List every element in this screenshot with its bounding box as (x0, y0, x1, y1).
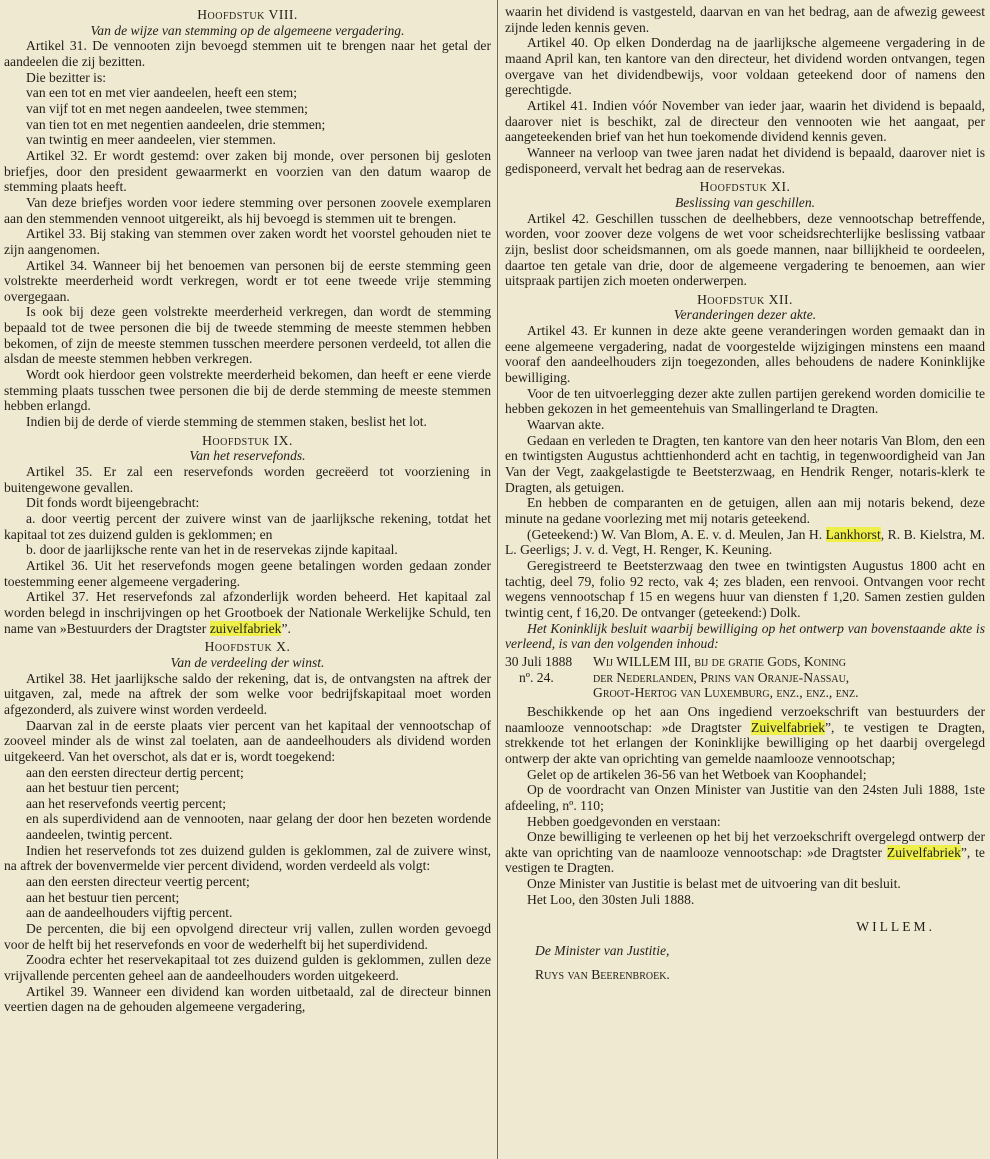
paragraph-text: Hoofdstuk IX. (202, 432, 293, 448)
paragraph (505, 417, 985, 433)
paragraph (505, 4, 985, 35)
chapter-title (4, 448, 491, 464)
paragraph-text: Indien bij de derde of vierde stemming de stemmen staken, beslist het lot. (26, 414, 427, 430)
paragraph-text: waarin het dividend is vastgesteld, daarvan en van het bedrag, aan de afwezig geweest zijnde leden kennis geven. (505, 4, 985, 35)
chapter-title (505, 195, 985, 211)
paragraph (4, 589, 491, 636)
paragraph (4, 414, 491, 430)
paragraph (4, 258, 491, 305)
decree-date-block (505, 654, 587, 685)
paragraph-text-tail: , R. B. Kielstra, M. L. Geerligs; J. v. d. Vegt, H. Renger, K. Keuning. (505, 526, 985, 558)
paragraph-text: Beslissing van geschillen. (674, 194, 816, 210)
decree-title (593, 654, 985, 701)
paragraph-text: Wordt ook hierdoor geen volstrekte meerderheid bekomen, dan heeft er eene vierde stemming plaats tusschen twee personen die bij de derde stemming de meeste stemmen hebben erlangd. (4, 367, 491, 414)
chapter-heading (4, 433, 491, 449)
list-line (4, 101, 491, 117)
paragraph-text: Geregistreerd te Beetsterzwaag den twee en twintigsten Augustus 1800 acht en tachtig, deel 79, folio 92 recto, vak 4; zes bladen, een renvooi. Ontvangen voor recht wegens vennootschap f 15 en wegens huur van diensten f 1,20. Samen zestien gulden twintig cent, f 16,20. De ontvanger (geteekend:) Dolk. (505, 557, 985, 620)
paragraph-text: Artikel 42. Geschillen tusschen de deelhebbers, deze vennootschap betreffende, worden, voor zoover deze volgens de wet voor scheidsrechterlijke beslissing vatbaar zijn, beslist door scheidsmannen, om als goede mannen, naar billijkheid te oordeelen, daartoe ten getale van drie, door de algemeene vergadering te benoemen, aan wier uitspraak partijen zich moeten onderwerpen. (505, 210, 985, 289)
paragraph-text: De percenten, die bij een opvolgend directeur vrij vallen, zullen worden gevoegd voor de helft bij het reservefonds en voor de wederhelft bij het superdividend. (4, 921, 491, 952)
paragraph-text: Daarvan zal in de eerste plaats vier percent van het kapitaal der vennootschap of zooveel minder als de winst zal toelaten, aan de aandeelhouders als dividend worden uitgekeerd. Van het overschot, als dat er is, wordt toegekend: (4, 717, 491, 764)
paragraph-text: Artikel 35. Er zal een reservefonds worden gecreëerd tot voorziening in buitengewone gevallen. (4, 464, 491, 495)
highlighted-term: Zuivelfabriek (751, 719, 826, 735)
chapter-heading (505, 292, 985, 308)
paragraph-text: aan de aandeelhouders vijftig percent. (26, 905, 233, 921)
paragraph-text: Gedaan en verleden te Dragten, ten kantore van den heer notaris Van Blom, den een en twintigsten Augustus achttienhonderd acht en tachtig, in tegenwoordigheid van Jan Van der Vegt, zaakgelastigde te Beetsterzwaag, en Hendrik Renger, notaris-klerk te Dragten, als getuigen. (505, 432, 985, 495)
paragraph (505, 145, 985, 176)
paragraph (505, 211, 985, 289)
paragraph-text: Van deze briefjes worden voor iedere stemming over personen zoovele exemplaren aan den stemmenden vennoot uitgereikt, als hij bevoegd is stemmen uit te brengen. (4, 194, 491, 226)
paragraph (4, 558, 491, 589)
paragraph (505, 98, 985, 145)
paragraph-text: Voor de ten uitvoerlegging dezer akte zullen partijen gerekend worden domicilie te hebben gekozen in het gemeentehuis van Smallingerland te Dragten. (505, 385, 985, 417)
paragraph-text: Hoofdstuk X. (204, 639, 291, 655)
paragraph-text: Hoofdstuk VIII. (197, 7, 298, 22)
paragraph (4, 367, 491, 414)
paragraph-text: van tien tot en met negentien aandeelen, drie stemmen; (26, 116, 326, 132)
paragraph-text: en als superdividend aan de vennooten, naar gelang der door hen bezeten wordende aandeelen, twintig percent. (26, 811, 491, 843)
list-line (4, 874, 491, 890)
paragraph (4, 304, 491, 367)
highlighted-term: Zuivelfabriek (886, 844, 961, 860)
paragraph (4, 148, 491, 195)
paragraph-text: Artikel 37. Het reservefonds zal afzonderlijk worden beheerd. Het kapitaal zal worden belegd in inschrijvingen op het Grootboek der Nationale Werkelijke Schuld, ten name van »Bestuurders der Dragtster (4, 589, 491, 636)
paragraph-text: a. door veertig percent der zuivere winst van de jaarlijksche rekening, totdat het kapitaal tot zes duizend gulden is geklommen; en (4, 511, 491, 542)
paragraph (505, 829, 985, 876)
paragraph-text: aan het reservefonds veertig percent; (26, 795, 227, 811)
paragraph (505, 323, 985, 386)
paragraph-text: aan het bestuur tien percent; (26, 889, 180, 905)
paragraph-text: Van de wijze van stemming op de algemeene vergadering. (90, 22, 405, 38)
paragraph (505, 876, 985, 892)
paragraph (505, 386, 985, 417)
paragraph-text: Op de voordracht van Onzen Minister van Justitie van den 24sten Juli 1888, 1ste afdeeling, nº. 110; (505, 782, 985, 813)
paragraph-text: Onze bewilliging te verleenen op het bij het verzoekschrift overgelegd ontwerp der akte van oprichting van de naamlooze vennootschap: »de Dragtster (505, 829, 985, 860)
highlighted-term: zuivelfabriek (209, 620, 282, 636)
paragraph (4, 511, 491, 542)
italic-paragraph (505, 621, 985, 652)
paragraph-text: Artikel 33. Bij staking van stemmen over zaken wordt het voorstel gehouden niet te zijn aangenomen. (4, 226, 491, 257)
list-line (4, 905, 491, 921)
column-divider (497, 0, 498, 1159)
left-column (4, 4, 491, 1015)
paragraph (505, 35, 985, 98)
paragraph-text: Die bezitter is: (26, 69, 107, 85)
paragraph (505, 495, 985, 526)
paragraph-text: Indien het reservefonds tot zes duizend gulden is geklommen, zal de zuivere winst, na aftrek der bovenvermelde vier percent dividend, worden verdeeld als volgt: (4, 842, 491, 874)
paragraph (4, 671, 491, 718)
paragraph (4, 195, 491, 226)
paragraph-text: Onze Minister van Justitie is belast met de uitvoering van dit besluit. (527, 876, 901, 892)
list-line (4, 890, 491, 906)
paragraph-text: Artikel 41. Indien vóór November van ieder jaar, waarin het dividend is bepaald, daarover niet is beschikt, zal de directeur den vennooten wie het aangaat, per aangeteekenden brief van het hun toekomende dividend kennis geven. (505, 97, 985, 145)
paragraph-text: Gelet op de artikelen 36-56 van het Wetboek van Koophandel; (527, 766, 867, 782)
paragraph-text: aan het bestuur tien percent; (26, 780, 180, 796)
list-line (4, 85, 491, 101)
chapter-title (4, 655, 491, 671)
paragraph-text: aan den eersten directeur dertig percent; (26, 764, 244, 780)
chapter-heading (505, 179, 985, 195)
paragraph-text-tail: ”. (281, 620, 291, 636)
list-line (4, 780, 491, 796)
paragraph (505, 558, 985, 621)
paragraph-text: Artikel 34. Wanneer bij het benoemen van personen bij de eerste stemming geen volstrekte meerderheid wordt verkregen, wordt er tot eene tweede vrije stemming overgegaan. (4, 257, 491, 304)
decree-number: nº. 24. (519, 669, 554, 685)
royal-decree-header (505, 654, 985, 702)
paragraph-text-tail: ”, te vestigen te Dragten, strekkende tot het erlangen der Koninklijke bewilliging op het daarbij overgelegd ontwerp der akte van oprichting van gemelde naamlooze vennootschap; (505, 719, 985, 766)
paragraph-text: Artikel 36. Uit het reservefonds mogen geene betalingen worden gedaan zonder toestemming eener algemeene vergadering. (4, 557, 491, 589)
decree-title-line: Groot-Hertog van Luxemburg, enz., enz., enz. (593, 685, 859, 701)
right-column-bottom (505, 704, 985, 908)
paragraph-text: b. door de jaarlijksche rente van het in de reservekas zijnde kapitaal. (26, 542, 398, 558)
chapter-title (505, 307, 985, 323)
paragraph-text: Is ook bij deze geen volstrekte meerderheid verkregen, dan wordt de stemming bepaald tot de twee personen die bij de tweede stemming de meeste stemmen hebben bekomen, of zijn de meeste stemmen tusschen meerdere personen verdeeld, tot allen die alsdan de meeste stemmen hebben verkregen. (4, 304, 491, 367)
paragraph (505, 433, 985, 496)
list-line (4, 132, 491, 148)
paragraph-text: Dit fonds wordt bijeengebracht: (26, 495, 200, 511)
paragraph-text: Hoofdstuk XI. (699, 179, 791, 195)
list-line (4, 765, 491, 781)
paragraph-text: Waarvan akte. (527, 417, 605, 433)
right-column (505, 4, 985, 982)
paragraph (4, 38, 491, 69)
minister-name: Ruys van Beerenbroek. (535, 966, 670, 982)
paragraph (505, 704, 985, 767)
paragraph-text: Artikel 43. Er kunnen in deze akte geene veranderingen worden gemaakt dan in eene algemeene vergadering, nadat de voorgestelde wijzigingen minstens een maand vooraf den aandeelhouders zijn toegezonden, alles behoudens de nadere Koninklijke bewilliging. (505, 323, 985, 386)
paragraph-text-tail: ”, te vestigen te Dragten. (505, 844, 985, 876)
decree-title-line: der Nederlanden, Prins van Oranje-Nassau, (593, 669, 850, 685)
paragraph-text: Van de verdeeling der winst. (170, 654, 325, 670)
king-signature: WILLEM. (856, 919, 935, 935)
paragraph (4, 495, 491, 511)
highlighted-term: Lankhorst (825, 526, 881, 542)
paragraph-text: Veranderingen dezer akte. (673, 307, 817, 323)
paragraph (4, 811, 491, 842)
right-column-top (505, 4, 985, 652)
decree-title-line: Wij WILLEM III, bij de gratie Gods, Koning (593, 653, 846, 669)
paragraph-text: Het Koninklijk besluit waarbij bewilliging op het ontwerp van bovenstaande akte is verleend, is van den volgenden inhoud: (505, 620, 985, 652)
paragraph-text: van twintig en meer aandeelen, vier stemmen. (26, 132, 276, 148)
chapter-title (4, 23, 491, 39)
list-line (4, 117, 491, 133)
chapter-heading (4, 639, 491, 655)
paragraph-text: Wanneer na verloop van twee jaren nadat het dividend is bepaald, daarover niet is gedisponeerd, vervalt het bedrag aan de reservekas. (505, 144, 985, 176)
paragraph (505, 814, 985, 830)
paragraph-text: Artikel 32. Er wordt gestemd: over zaken bij monde, over personen bij gesloten briefjes, door den president gewaarmerkt en voorzien van den datum waarop de stemming plaats heeft. (4, 147, 491, 195)
paragraph-text: aan den eersten directeur veertig percent; (26, 874, 250, 890)
chapter-heading (4, 7, 491, 23)
paragraph-text: Hebben goedgevonden en verstaan: (527, 813, 721, 829)
paragraph (4, 542, 491, 558)
paragraph-text: Artikel 39. Wanneer een dividend kan worden uitbetaald, zal de directeur binnen veertien dagen na de gehouden algemeene vergadering, (4, 983, 491, 1015)
paragraph (4, 226, 491, 257)
paragraph-text: Zoodra echter het reservekapitaal tot zes duizend gulden is geklommen, zullen deze vrijvallende percenten geheel aan de aandeelhouders worden uitgekeerd. (4, 952, 491, 984)
decree-date: 30 Juli 1888 (505, 653, 573, 669)
paragraph (4, 952, 491, 983)
paragraph (4, 843, 491, 874)
paragraph-text: Hoofdstuk XII. (697, 291, 793, 307)
paragraph (505, 767, 985, 783)
paragraph-text: (Geteekend:) W. Van Blom, A. E. v. d. Meulen, Jan H. (527, 526, 823, 542)
paragraph (4, 984, 491, 1015)
paragraph-text: Artikel 31. De vennooten zijn bevoegd stemmen uit te brengen naar het getal der aandeelen die zij bezitten. (4, 38, 491, 69)
paragraph (505, 782, 985, 813)
paragraph-text: En hebben de comparanten en de getuigen, allen aan mij notaris bekend, deze minute na gedane voorlezing met mij notaris geteekend. (505, 495, 985, 526)
paragraph (505, 892, 985, 908)
paragraph (4, 921, 491, 952)
paragraph (505, 527, 985, 558)
paragraph-text: Artikel 38. Het jaarlijksche saldo der rekening, dat is, de ontvangsten na aftrek der uitgaven, zal, mede na aftrek der som welke voor bedrijfskapitaal moet worden afgezonderd, als zuivere winst worden verdeeld. (4, 670, 491, 717)
paragraph-text: van een tot en met vier aandeelen, heeft een stem; (26, 85, 297, 101)
paragraph-text: Het Loo, den 30sten Juli 1888. (527, 891, 695, 907)
paragraph-text: Van het reservefonds. (189, 448, 306, 464)
minister-title: De Minister van Justitie, (535, 943, 670, 959)
list-line (4, 796, 491, 812)
paragraph-text: Artikel 40. Op elken Donderdag na de jaarlijksche algemeene vergadering in de maand April kan, ten kantore van den directeur, het dividend worden ontvangen, tegen overgave van het dividendbewijs, voor voldaan geteekend door of namens den gerechtigde. (505, 35, 985, 98)
paragraph-text: Beschikkende op het aan Ons ingediend verzoekschrift van bestuurders der naamlooze vennootschap: »de Dragtster (505, 703, 985, 735)
paragraph (4, 70, 491, 86)
paragraph (4, 464, 491, 495)
paragraph (4, 718, 491, 765)
paragraph-text: van vijf tot en met negen aandeelen, twee stemmen; (26, 100, 308, 116)
